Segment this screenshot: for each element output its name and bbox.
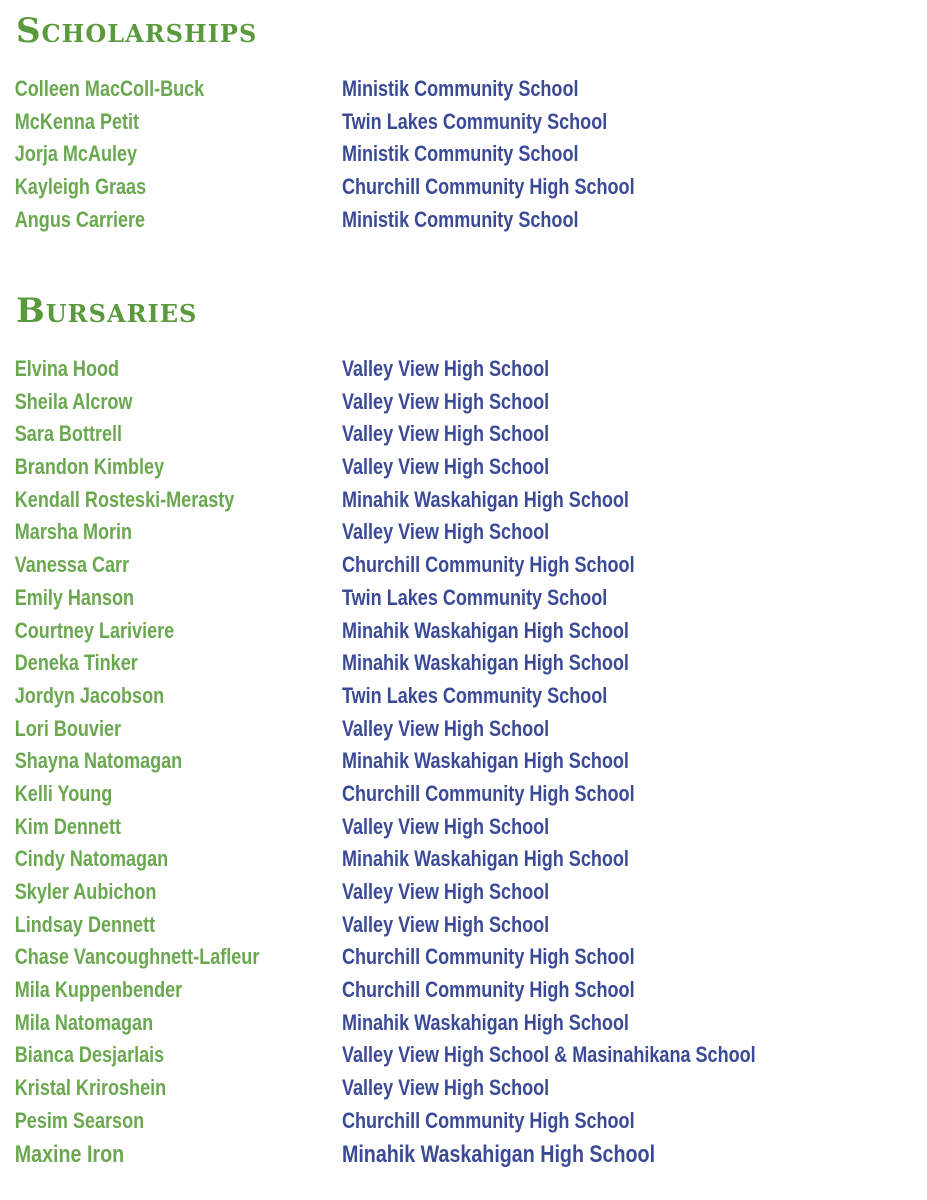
- recipient-name: Emily Hanson: [14, 584, 135, 610]
- school-name: Valley View High School: [341, 421, 550, 447]
- recipient-name: Lori Bouvier: [14, 715, 122, 741]
- list-item: [0, 617, 760, 653]
- recipient-name: Brandon Kimbley: [14, 454, 165, 480]
- recipient-name: Courtney Lariviere: [14, 617, 175, 643]
- school-name: Valley View High School: [341, 519, 550, 545]
- recipient-name: Skyler Aubichon: [14, 879, 157, 904]
- school-name: Valley View High School & Masinahikana School: [341, 1042, 756, 1068]
- bursaries-heading: Bursaries: [16, 291, 198, 331]
- recipient-name: Angus Carriere: [14, 206, 146, 232]
- school-name: Valley View High School: [341, 454, 550, 480]
- list-item: [0, 143, 760, 176]
- list-item: [0, 584, 760, 620]
- list-item: [0, 750, 760, 783]
- recipient-name: Bianca Desjarlais: [14, 1042, 165, 1068]
- school-name: Minahik Waskahigan High School: [341, 1009, 629, 1035]
- school-name: Minahik Waskahigan High School: [341, 617, 629, 643]
- list-item: [0, 1107, 760, 1143]
- school-name: Twin Lakes Community School: [341, 584, 608, 610]
- school-name: Churchill Community High School: [341, 944, 635, 970]
- recipient-name: Elvina Hood: [14, 356, 120, 381]
- list-item: [0, 911, 760, 947]
- school-name: Minahik Waskahigan High School: [341, 748, 629, 774]
- recipient-name: Maxine Iron: [14, 1140, 125, 1168]
- list-item: [0, 486, 760, 522]
- recipient-name: Kayleigh Graas: [14, 174, 147, 200]
- school-name: Ministik Community School: [341, 141, 579, 167]
- recipient-name: Sheila Alcrow: [14, 388, 133, 414]
- school-name: Twin Lakes Community School: [341, 108, 608, 134]
- recipient-name: Chase Vancoughnett-Lafleur: [14, 944, 260, 970]
- list-item: [0, 108, 760, 144]
- school-name: Churchill Community High School: [341, 1107, 635, 1133]
- bursaries-list: [0, 358, 927, 1175]
- list-item: [0, 206, 760, 242]
- recipient-name: Kim Dennett: [14, 813, 122, 839]
- school-name: Ministik Community School: [341, 206, 579, 232]
- scholarships-heading: Scholarships: [16, 11, 258, 51]
- recipient-name: Kendall Rosteski-Merasty: [14, 486, 235, 512]
- list-item: [0, 780, 760, 816]
- recipient-name: Kelli Young: [14, 780, 113, 806]
- school-name: Churchill Community High School: [341, 780, 635, 806]
- recipient-name: Marsha Morin: [14, 519, 133, 545]
- list-item: [0, 176, 760, 209]
- school-name: Valley View High School: [341, 388, 550, 414]
- recipient-name: Mila Kuppenbender: [14, 977, 183, 1003]
- list-item: [0, 1077, 760, 1110]
- recipient-name: Vanessa Carr: [14, 552, 130, 578]
- recipient-name: Kristal Kriroshein: [14, 1075, 167, 1101]
- list-item: [0, 423, 760, 456]
- list-item: [0, 848, 760, 881]
- recipient-name: Deneka Tinker: [14, 650, 138, 676]
- recipient-name: McKenna Petit: [14, 108, 140, 134]
- list-item: [0, 813, 760, 849]
- school-name: Valley View High School: [341, 356, 550, 381]
- list-item: [0, 715, 760, 751]
- list-item: [0, 521, 760, 554]
- list-item: [0, 1044, 760, 1077]
- list-item: [0, 1140, 760, 1176]
- school-name: Churchill Community High School: [341, 174, 635, 200]
- list-item: [0, 1009, 760, 1045]
- school-name: Churchill Community High School: [341, 977, 635, 1003]
- school-name: Minahik Waskahigan High School: [341, 486, 629, 512]
- school-name: Valley View High School: [341, 813, 550, 839]
- list-item: [0, 979, 760, 1012]
- recipient-name: Lindsay Dennett: [14, 911, 156, 937]
- school-name: Valley View High School: [341, 911, 550, 937]
- school-name: Churchill Community High School: [341, 552, 635, 578]
- list-item: [0, 652, 760, 685]
- school-name: Valley View High School: [341, 1075, 550, 1101]
- school-name: Twin Lakes Community School: [341, 682, 608, 708]
- recipient-name: Mila Natomagan: [14, 1009, 154, 1035]
- recipient-name: Jordyn Jacobson: [14, 682, 165, 708]
- list-item: [0, 554, 760, 587]
- school-name: Valley View High School: [341, 715, 550, 741]
- list-item: [0, 78, 760, 111]
- recipient-name: Cindy Natomagan: [14, 846, 169, 872]
- school-name: Valley View High School: [341, 879, 550, 904]
- list-item: [0, 881, 760, 914]
- school-name: Minahik Waskahigan High School: [341, 846, 629, 872]
- scholarships-list: [0, 78, 927, 241]
- school-name: Minahik Waskahigan High School: [341, 650, 629, 676]
- list-item: [0, 456, 760, 489]
- recipient-name: Jorja McAuley: [14, 141, 138, 167]
- list-item: [0, 682, 760, 718]
- school-name: Ministik Community School: [341, 76, 579, 101]
- recipient-name: Pesim Searson: [14, 1107, 145, 1133]
- list-item: [0, 946, 760, 979]
- list-item: [0, 388, 760, 424]
- recipient-name: Colleen MacColl-Buck: [14, 76, 205, 101]
- recipient-name: Sara Bottrell: [14, 421, 123, 447]
- list-item: [0, 358, 760, 391]
- school-name: Minahik Waskahigan High School: [341, 1140, 656, 1168]
- recipient-name: Shayna Natomagan: [14, 748, 183, 774]
